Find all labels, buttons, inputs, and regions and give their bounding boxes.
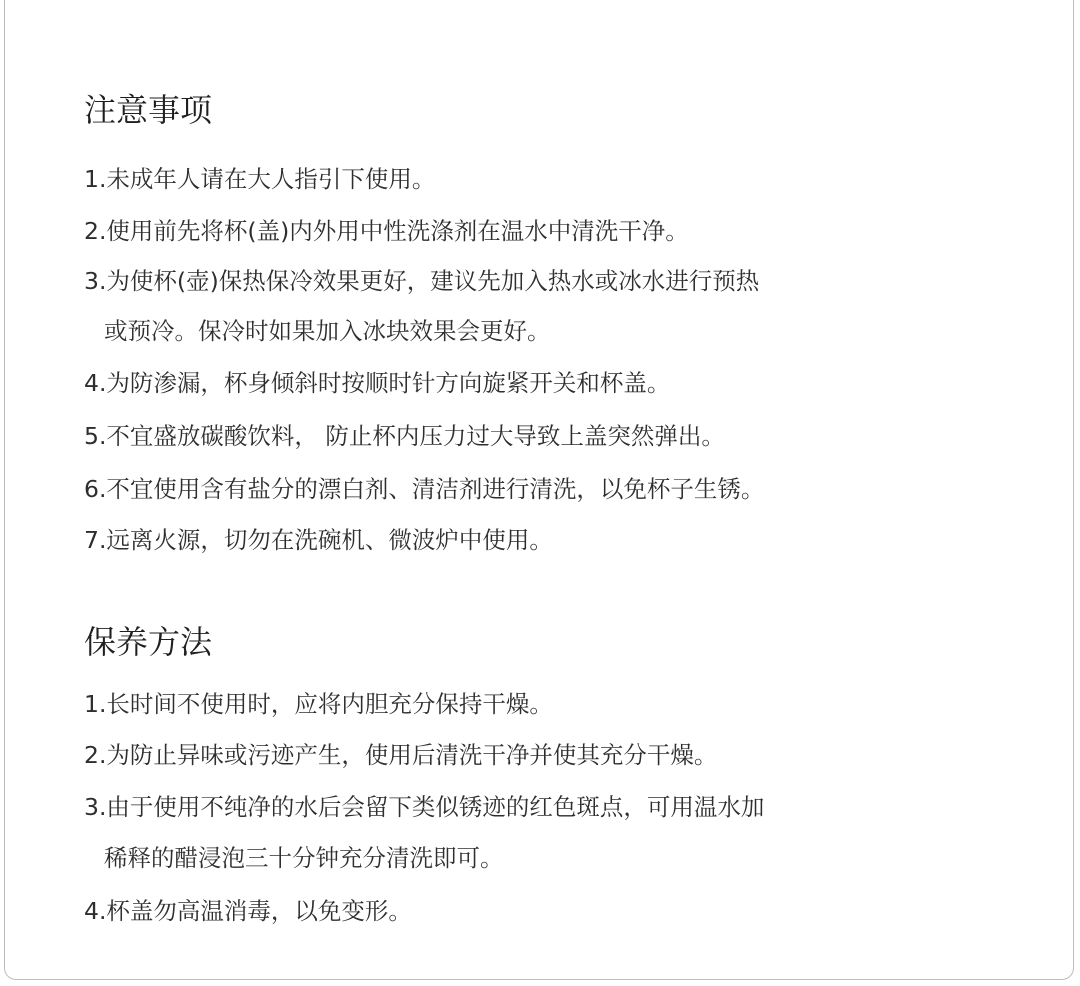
care-item-2: 2.为防止异味或污迹产生，使用后清洗干净并使其充分干燥。	[84, 741, 718, 769]
notice-title: 注意事项	[84, 91, 213, 129]
notice-item-3-continued: 或预冷。保冷时如果加入冰块效果会更好。	[104, 317, 551, 345]
care-item-4: 4.杯盖勿高温消毒，以免变形。	[84, 897, 412, 925]
care-item-1: 1.长时间不使用时，应将内胆充分保持干燥。	[84, 690, 553, 718]
notice-item-2: 2.使用前先将杯(盖)内外用中性洗涤剂在温水中清洗干净。	[84, 217, 689, 245]
notice-item-6: 6.不宜使用含有盐分的漂白剂、清洁剂进行清洗，以免杯子生锈。	[84, 475, 765, 503]
care-title: 保养方法	[84, 623, 213, 661]
care-item-3-continued: 稀释的醋浸泡三十分钟充分清洗即可。	[104, 844, 504, 872]
notice-item-7: 7.远离火源，切勿在洗碗机、微波炉中使用。	[84, 526, 553, 554]
notice-item-5: 5.不宜盛放碳酸饮料， 防止杯内压力过大导致上盖突然弹出。	[84, 422, 725, 450]
notice-item-3: 3.为使杯(壶)保热保冷效果更好，建议先加入热水或冰水进行预热	[84, 267, 760, 295]
notice-item-4: 4.为防渗漏，杯身倾斜时按顺时针方向旋紧开关和杯盖。	[84, 369, 671, 397]
notice-item-1: 1.未成年人请在大人指引下使用。	[84, 165, 436, 193]
care-item-3: 3.由于使用不纯净的水后会留下类似锈迹的红色斑点，可用温水加	[84, 793, 765, 821]
